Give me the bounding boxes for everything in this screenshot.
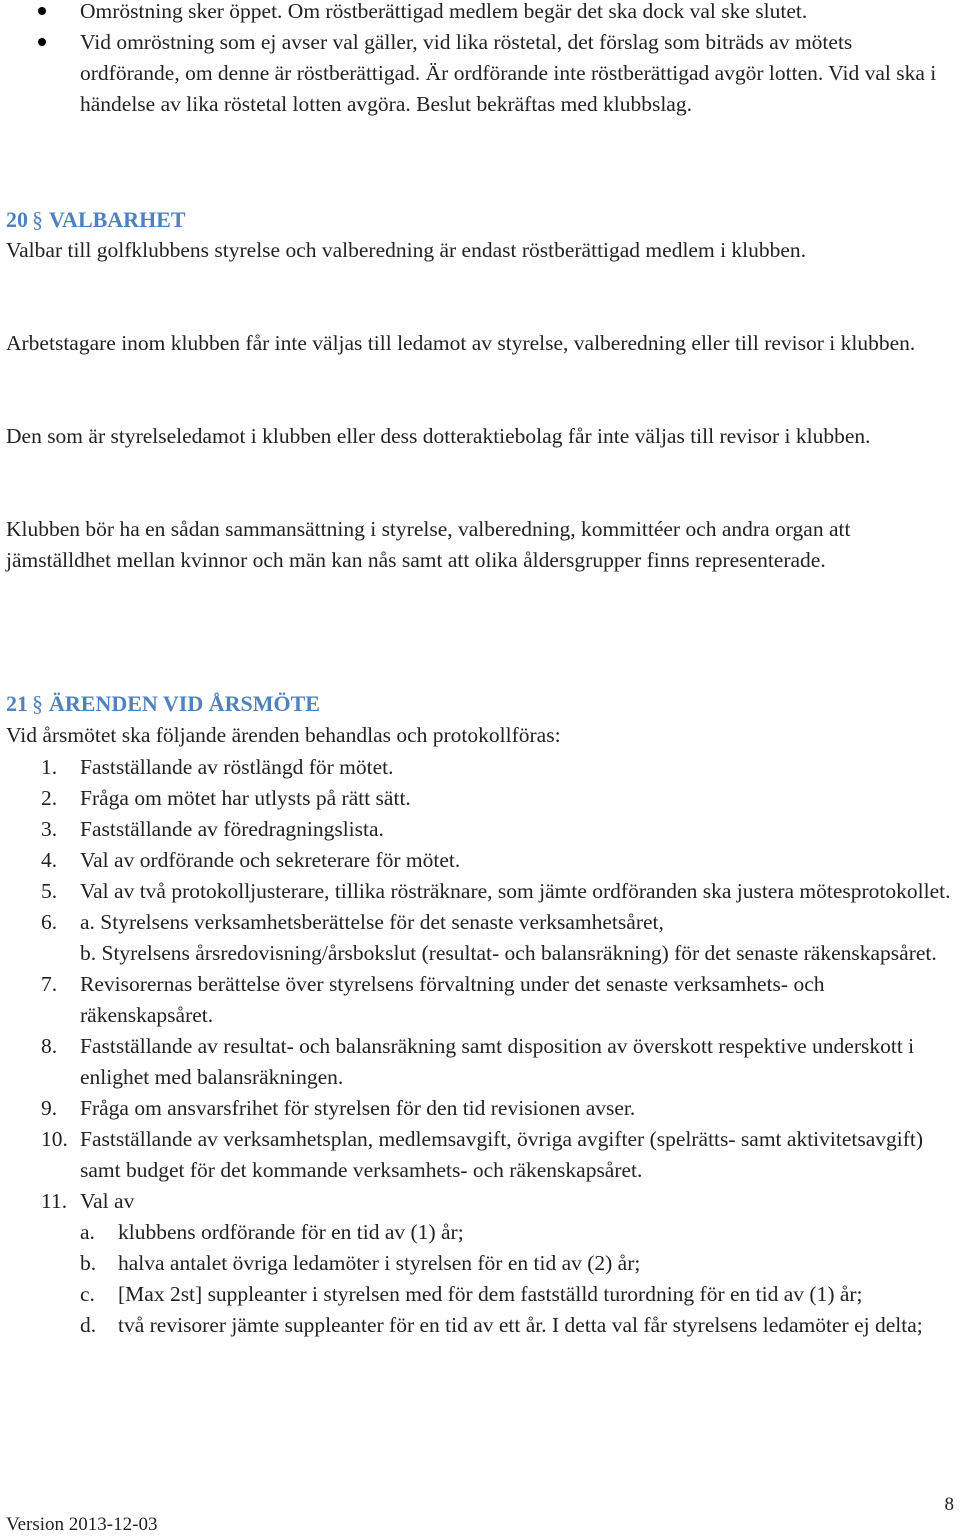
list-number: 8.: [41, 1034, 58, 1058]
list-text: Revisorernas berättelse över styrelsens förvaltning under det senaste verksamhets- och räkenskapsåret.: [80, 972, 825, 1027]
section-sign: §: [32, 691, 43, 716]
bullet-item: [0, 0, 955, 27]
sub-list-letter: d.: [80, 1313, 97, 1337]
list-number: 2.: [41, 786, 58, 810]
list-number: 6.: [41, 910, 58, 934]
bullet-icon: [38, 7, 46, 15]
sub-list: [80, 1217, 960, 1341]
list-text: Val av: [80, 1189, 135, 1213]
sub-list-text: klubbens ordförande för en tid av (1) år;: [118, 1220, 464, 1244]
list-text: Fastställande av resultat- och balansräkning samt disposition av överskott respektive underskott i enlighet med balansräkningen.: [80, 1034, 915, 1089]
section-intro: Vid årsmötet ska följande ärenden behandlas och protokollföras:: [6, 723, 561, 747]
sub-list-letter: c.: [80, 1282, 95, 1306]
bullet-list: [0, 0, 955, 120]
bullet-icon: [38, 38, 46, 46]
list-text: a. Styrelsens verksamhetsberättelse för det senaste verksamhetsåret,: [80, 910, 664, 934]
sub-list-letter: b.: [80, 1251, 97, 1275]
paragraph: Den som är styrelseledamot i klubben eller dess dotteraktiebolag får inte väljas till revisor i klubben.: [6, 424, 871, 448]
bullet-text: Vid omröstning som ej avser val gäller, vid lika röstetal, det förslag som biträds av mötets ordförande, om denne är röstberättigad. Är ordförande inte röstberättigad avgör lotten. Vid val ska i händelse av lika röstetal lotten avgöra. Beslut bekräftas med klubbslag.: [80, 30, 937, 116]
bullet-item: [0, 27, 955, 120]
list-subtext: b. Styrelsens årsredovisning/årsbokslut (resultat- och balansräkning) för det senaste räkenskapsåret.: [80, 941, 937, 965]
sub-list-text: [Max 2st] suppleanter i styrelsen med för dem fastställd turordning för en tid av (1) år;: [118, 1282, 863, 1306]
sub-list-item: [80, 1279, 960, 1310]
section-number: 21: [6, 691, 28, 716]
section-heading-20: [6, 204, 186, 235]
list-text: Fråga om ansvarsfrihet för styrelsen för den tid revisionen avser.: [80, 1096, 636, 1120]
list-item: [0, 1031, 960, 1093]
list-text: Val av två protokolljusterare, tillika rösträknare, som jämte ordföranden ska justera mötesprotokollet.: [80, 879, 951, 903]
section-number: 20: [6, 207, 28, 232]
list-item: [0, 907, 960, 969]
list-item: [0, 969, 960, 1031]
list-item: [0, 1186, 960, 1217]
list-number: 3.: [41, 817, 58, 841]
sub-list-item: [80, 1248, 960, 1279]
section-sign: §: [32, 207, 43, 232]
list-number: 10.: [41, 1127, 68, 1151]
list-item: [0, 783, 960, 814]
sub-list-item: [80, 1310, 960, 1341]
list-number: 1.: [41, 755, 58, 779]
list-text: Fastställande av röstlängd för mötet.: [80, 755, 394, 779]
paragraph: Klubben bör ha en sådan sammansättning i styrelse, valberedning, kommittéer och andra organ att jämställdhet mellan kvinnor och män kan nås samt att olika åldersgrupper finns representerade.: [6, 517, 851, 572]
numbered-list: [0, 752, 960, 1341]
list-number: 11.: [41, 1189, 68, 1213]
sub-list-text: halva antalet övriga ledamöter i styrelsen för en tid av (2) år;: [118, 1251, 641, 1275]
list-text: Fastställande av verksamhetsplan, medlemsavgift, övriga avgifter (spelrätts- samt aktivitetsavgift) samt budget för det kommande verksamhets- och räkenskapsåret.: [80, 1127, 924, 1182]
list-number: 7.: [41, 972, 58, 996]
section-heading-21: [6, 688, 320, 719]
paragraph: Arbetstagare inom klubben får inte väljas till ledamot av styrelse, valberedning eller till revisor i klubben.: [6, 331, 916, 355]
paragraph: Valbar till golfklubbens styrelse och valberedning är endast röstberättigad medlem i klubben.: [6, 238, 807, 262]
list-text: Val av ordförande och sekreterare för mötet.: [80, 848, 461, 872]
section-title: VALBARHET: [49, 207, 186, 232]
sub-list-text: två revisorer jämte suppleanter för en tid av ett år. I detta val får styrelsens ledamöter ej delta;: [118, 1313, 923, 1337]
list-item: [0, 876, 960, 907]
sub-list-item: [80, 1217, 960, 1248]
sub-list-letter: a.: [80, 1220, 95, 1244]
list-number: 9.: [41, 1096, 58, 1120]
list-number: 4.: [41, 848, 58, 872]
list-item: [0, 845, 960, 876]
list-item: [0, 752, 960, 783]
list-item: [0, 814, 960, 845]
list-number: 5.: [41, 879, 58, 903]
list-text: Fastställande av föredragningslista.: [80, 817, 384, 841]
bullet-text: Omröstning sker öppet. Om röstberättigad medlem begär det ska dock val ske slutet.: [80, 0, 808, 23]
list-item: [0, 1093, 960, 1124]
section-title: ÄRENDEN VID ÅRSMÖTE: [49, 691, 320, 716]
list-item: [0, 1124, 960, 1186]
list-text: Fråga om mötet har utlysts på rätt sätt.: [80, 786, 411, 810]
footer-version: Version 2013-12-03: [6, 1514, 158, 1535]
page-number: 8: [944, 1494, 954, 1515]
